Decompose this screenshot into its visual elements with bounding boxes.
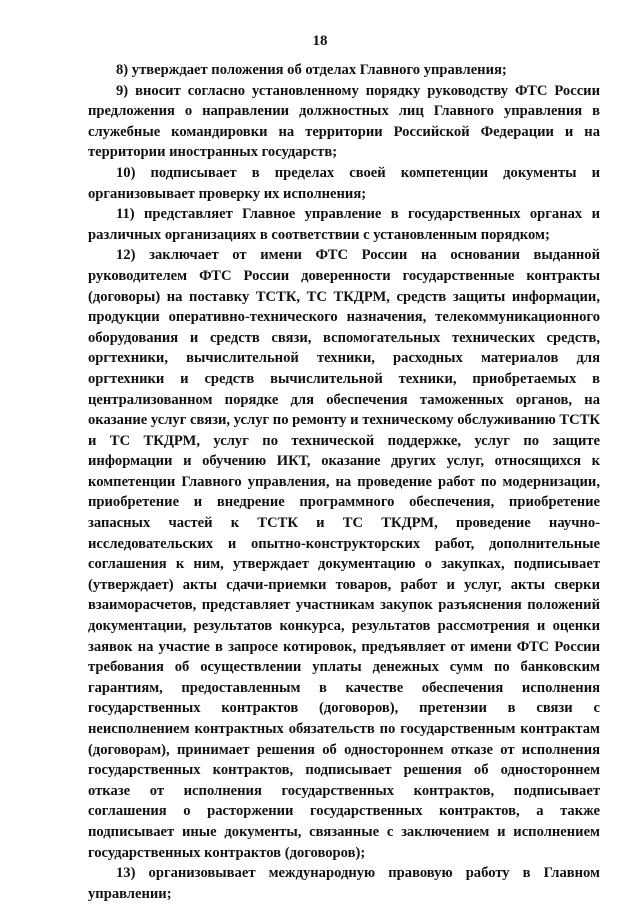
paragraph-item-9: 9) вносит согласно установленному порядку руководству ФТС России предложения о направлении должностных лиц Главного управления в служебные командировки на территории Российской Федерации и на территории иностранных государств; bbox=[88, 82, 600, 161]
page-number: 18 bbox=[312, 33, 328, 49]
paragraph-item-13: 13) организовывает международную правовую работу в Главном управлении; bbox=[88, 865, 600, 902]
paragraph-item-12: 12) заключает от имени ФТС России на основании выданной руководителем ФТС России доверенности государственные контракты (договоры) на поставку ТСТК, ТС ТКДРМ, средств защиты информации, продукции оперативно-технического назначения, телекоммуникационного оборудования и средств связи, вспомогательных технических средств, оргтехники, вычислительной техники, расходных материалов для оргтехники и средств вычислительной техники, приобретаемых в централизованном порядке для обеспечения таможенных органов, на оказание услуг связи, услуг по ремонту и техническому обслуживанию ТСТК и ТС ТКДРМ, услуг по технической поддержке, услуг по защите информации и обучению ИКТ, оказание других услуг, относящихся к компетенции Главного управления, на проведение работ по модернизации, приобретение и внедрение программного обеспечения, приобретение запасных частей к ТСТК и ТС ТКДРМ, проведение научно-исследовательских и опытно-конструкторских работ, дополнительные соглашения к ним, утверждает документацию о закупках, подписывает (утверждает) акты сдачи-приемки товаров, работ и услуг, акты сверки взаиморасчетов, представляет участникам закупок разъяснения положений документации, результатов конкурса, результатов рассмотрения и оценки заявок на участие в запросе котировок, предъявляет от имени ФТС России требования об осуществлении уплаты денежных сумм по банковским гарантиям, предоставленным в качестве обеспечения исполнения государственных контрактов (договоров), претензии в связи с неисполнением контрактных обязательств по государственным контрактам (договорам), принимает решения об одностороннем отказе от исполнения государственных контрактов, подписывает решения об одностороннем отказе от исполнения государственных контрактов, подписывает соглашения о расторжении государственных контрактов, а также подписывает иные документы, связанные с заключением и исполнением государственных контрактов (договоров); bbox=[88, 247, 600, 861]
document-body bbox=[88, 60, 600, 904]
paragraph-item-10: 10) подписывает в пределах своей компетенции документы и организовывает проверку их исполнения; bbox=[88, 164, 600, 202]
paragraph-item-8: 8) утверждает положения об отделах Главного управления; bbox=[116, 62, 507, 78]
paragraph-item-11: 11) представляет Главное управление в государственных органах и различных организациях в соответствии с установленным порядком; bbox=[88, 206, 600, 243]
